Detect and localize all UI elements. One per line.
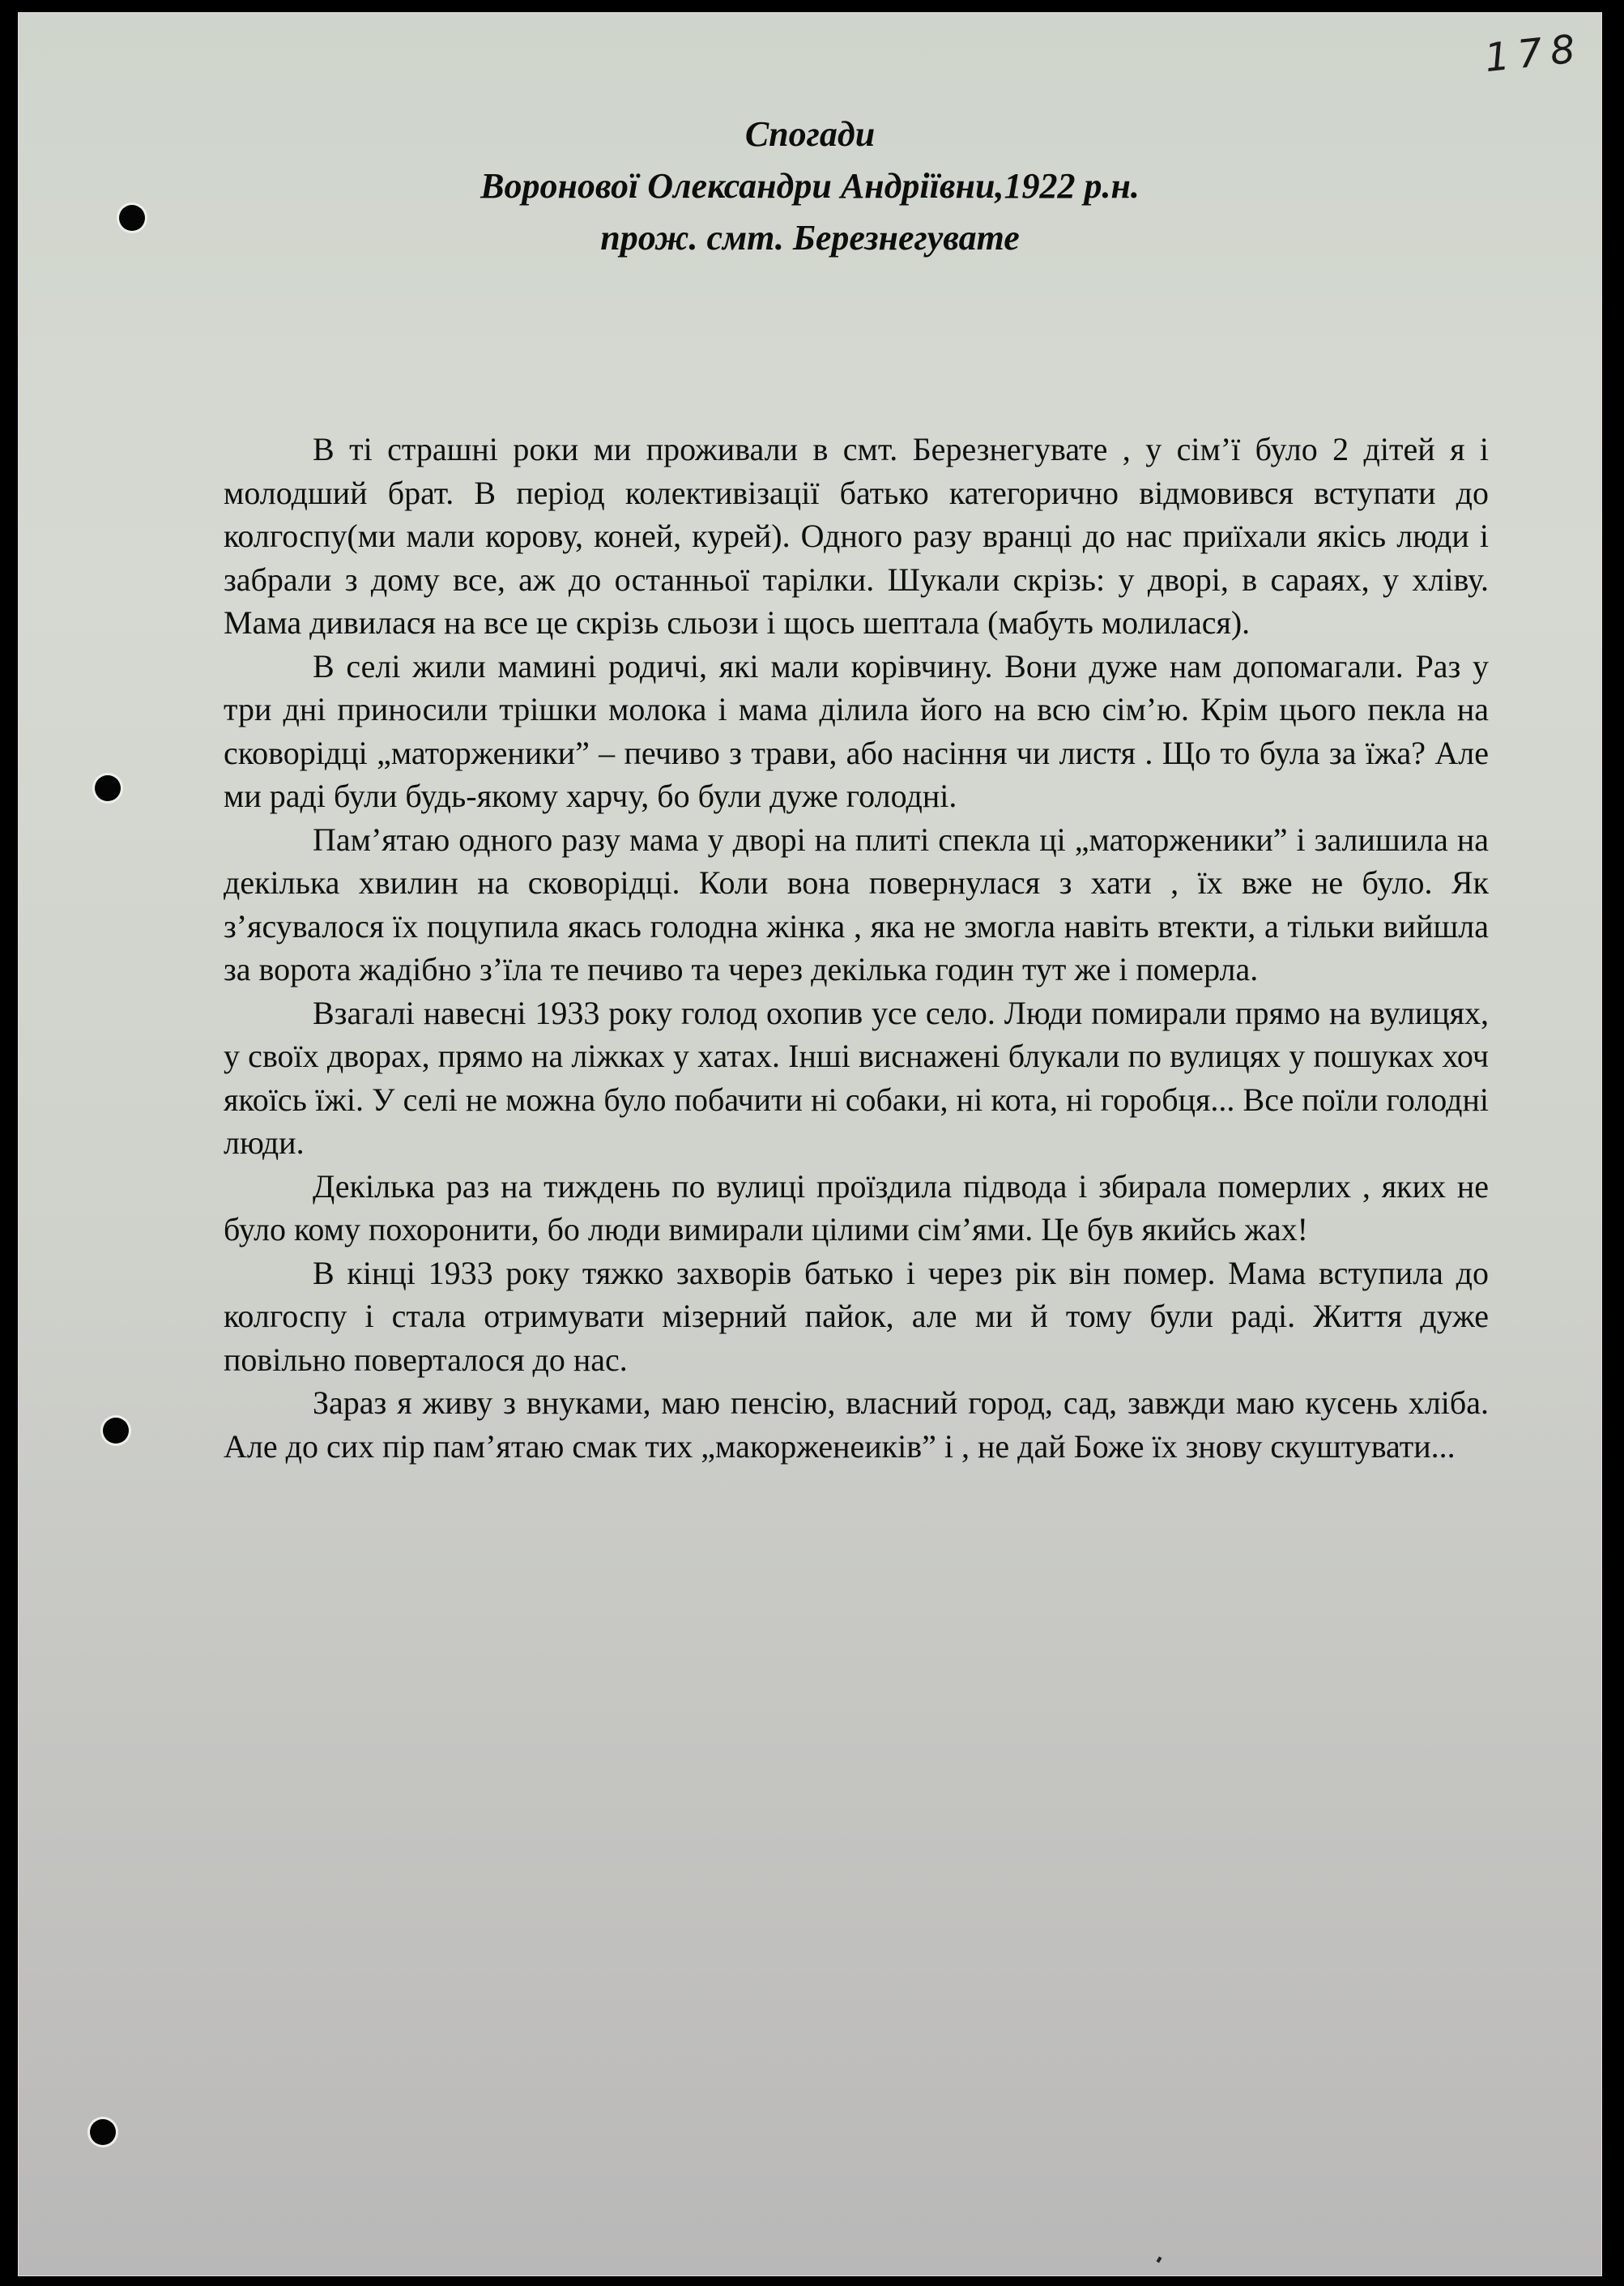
paragraph-4: Взагалі навесні 1933 року голод охопив усе село. Люди помирали прямо на вулицях, у своїх дворах, прямо на ліжках у хатах. Інші виснажені блукали по вулицях у пошуках хоч якоїсь їжі. У селі не можна було побачити ні собаки, ні кота, ні горобця... Все поїли голодні люди. — [224, 994, 1489, 1161]
document-page — [18, 12, 1602, 2276]
paragraph-2: В селі жили мамині родичі, які мали корівчину. Вони дуже нам допомагали. Раз у три дні приносили трішки молока і мама ділила його на всю сім’ю. Крім цього пекла на сковорідці „маторженики” – печиво з трави, або насіння чи листя . Що то була за їжа? Але ми раді були будь-якому харчу, бо були дуже голодні. — [224, 647, 1489, 814]
document-title — [19, 109, 1601, 264]
paragraph-7: Зараз я живу з внуками, маю пенсію, власний город, сад, завжди маю кусень хліба. Але до сих пір пам’ятаю смак тих „макорженеиків” і , не дай Боже їх знову скуштувати... — [224, 1384, 1489, 1465]
ink-speck — [1157, 2256, 1162, 2263]
paragraph-5: Декілька раз на тиждень по вулиці проїздила підвода і збирала померлих , яких не було кому похоронити, бо люди вимирали цілими сім’ями. Це був якийсь жах! — [224, 1167, 1489, 1247]
punch-hole-icon — [95, 775, 121, 801]
punch-hole-icon — [119, 205, 145, 231]
punch-hole-icon — [103, 1418, 129, 1444]
title-line-1: Спогади — [744, 114, 876, 154]
title-line-2: Воронової Олександри Андріївни,1922 р.н. — [480, 166, 1140, 206]
paragraph-6: В кінці 1933 року тяжко захворів батько і через рік він помер. Мама вступила до колгоспу і стала отримувати мізерний пайок, але ми й тому були раді. Життя дуже повільно поверталося до нас. — [224, 1254, 1489, 1378]
handwritten-page-number: 178 — [1482, 25, 1586, 82]
punch-hole-icon — [90, 2119, 116, 2145]
title-line-3: прож. смт. Березнегувате — [600, 218, 1020, 258]
paragraph-3: Пам’ятаю одного разу мама у дворі на плиті спекла ці „маторженики” і залишила на декілька хвилин на сковорідці. Коли вона повернулася з хати , їх вже не було. Як з’ясувалося їх поцупила якась голодна жінка , яка не змогла навіть втекти, а тільки вийшла за ворота жадібно з’їла те печиво та через декілька годин тут же і померла. — [224, 821, 1489, 987]
paragraph-1: В ті страшні роки ми проживали в смт. Березнегувате , у сім’ї було 2 дітей я і молодший брат. В період колективізації батько категорично відмовився вступати до колгоспу(ми мали корову, коней, курей). Одного разу вранці до нас приїхали якісь люди і забрали з дому все, аж до останньої тарілки. Шукали скрізь: у дворі, в сараях, у хліву. Мама дивилася на все це скрізь сльози і щось шептала (мабуть молилася). — [224, 431, 1489, 641]
document-body — [224, 428, 1489, 1468]
